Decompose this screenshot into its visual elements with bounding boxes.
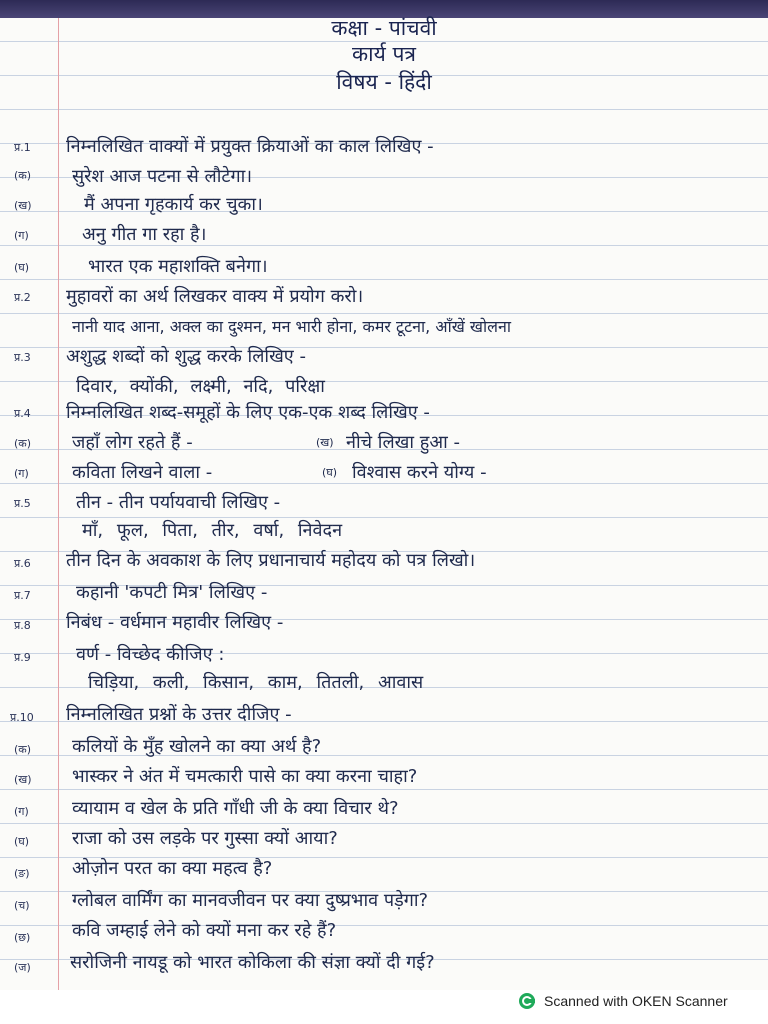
item-marker: (क) xyxy=(14,437,32,450)
item-marker: (ख) xyxy=(316,436,334,449)
question-title: तीन दिन के अवकाश के लिए प्रधानाचार्य महोदय को पत्र लिखो। xyxy=(66,550,476,571)
question-title: तीन - तीन पर्यायवाची लिखिए - xyxy=(76,492,281,513)
item-marker: (ख) xyxy=(14,773,32,786)
item-marker: (ङ) xyxy=(14,867,30,880)
question-title: निम्नलिखित वाक्यों में प्रयुक्त क्रियाओं का काल लिखिए - xyxy=(66,136,434,157)
list-item: जहाँ लोग रहते हैं - xyxy=(72,432,193,453)
item-marker: (छ) xyxy=(14,931,31,944)
question-title: मुहावरों का अर्थ लिखकर वाक्य में प्रयोग करो। xyxy=(66,286,364,307)
scanner-text: Scanned with OKEN Scanner xyxy=(544,993,728,1009)
question-number: प्र.7 xyxy=(14,589,31,602)
word-list: दिवार, क्योंकी, लक्ष्मी, नदि, परिक्षा xyxy=(76,376,325,397)
class-heading: कक्षा - पांचवी xyxy=(331,16,437,40)
question-number: प्र.10 xyxy=(10,711,34,724)
item-marker: (ग) xyxy=(14,805,29,818)
list-item: कविता लिखने वाला - xyxy=(72,462,213,483)
question-title: कहानी 'कपटी मित्र' लिखिए - xyxy=(76,582,268,603)
list-item: विश्वास करने योग्य - xyxy=(352,462,487,483)
word-list: माँ, फूल, पिता, तीर, वर्षा, निवेदन xyxy=(82,520,343,541)
item-marker: (ज) xyxy=(14,961,31,974)
idiom-list: नानी याद आना, अक्ल का दुश्मन, मन भारी होना, कमर टूटना, आँखें खोलना xyxy=(72,317,511,336)
list-item: कवि जम्हाई लेने को क्यों मना कर रहे हैं? xyxy=(72,920,337,941)
question-number: प्र.8 xyxy=(14,619,31,632)
item-marker: (च) xyxy=(14,899,30,912)
list-item: ग्लोबल वार्मिंग का मानवजीवन पर क्या दुष्प्रभाव पड़ेगा? xyxy=(72,890,429,911)
list-item: सरोजिनी नायडू को भारत कोकिला की संज्ञा क्यों दी गई? xyxy=(70,952,435,973)
item-marker: (ख) xyxy=(14,199,32,212)
question-number: प्र.5 xyxy=(14,497,31,510)
item-marker: (क) xyxy=(14,169,32,182)
list-item: भास्कर ने अंत में चमत्कारी पासे का क्या करना चाहा? xyxy=(72,766,418,787)
list-item: राजा को उस लड़के पर गुस्सा क्यों आया? xyxy=(72,828,338,849)
list-item: नीचे लिखा हुआ - xyxy=(346,432,460,453)
worksheet-heading: कार्य पत्र xyxy=(352,42,416,66)
question-number: प्र.1 xyxy=(14,141,31,154)
list-item: भारत एक महाशक्ति बनेगा। xyxy=(88,256,268,277)
question-title: अशुद्ध शब्दों को शुद्ध करके लिखिए - xyxy=(66,346,306,367)
item-marker: (घ) xyxy=(14,261,30,274)
question-number: प्र.4 xyxy=(14,407,31,420)
question-title: वर्ण - विच्छेद कीजिए : xyxy=(76,644,225,665)
item-marker: (ग) xyxy=(14,229,29,242)
item-marker: (क) xyxy=(14,743,32,756)
question-title: निबंध - वर्धमान महावीर लिखिए - xyxy=(66,612,284,633)
list-item: कलियों के मुँह खोलने का क्या अर्थ है? xyxy=(72,736,322,757)
list-item: मैं अपना गृहकार्य कर चुका। xyxy=(84,194,263,215)
word-list: चिड़िया, कली, किसान, काम, तितली, आवास xyxy=(88,672,424,693)
list-item: व्यायाम व खेल के प्रति गाँधी जी के क्या विचार थे? xyxy=(72,798,399,819)
scanner-watermark xyxy=(518,990,768,1012)
item-marker: (घ) xyxy=(14,835,30,848)
list-item: अनु गीत गा रहा है। xyxy=(82,224,207,245)
list-item: सुरेश आज पटना से लौटेगा। xyxy=(72,166,253,187)
item-marker: (घ) xyxy=(322,466,338,479)
question-number: प्र.2 xyxy=(14,291,31,304)
question-title: निम्नलिखित शब्द-समूहों के लिए एक-एक शब्द लिखिए - xyxy=(66,402,430,423)
question-title: निम्नलिखित प्रश्नों के उत्तर दीजिए - xyxy=(66,704,292,725)
item-marker: (ग) xyxy=(14,467,29,480)
question-number: प्र.9 xyxy=(14,651,31,664)
list-item: ओज़ोन परत का क्या महत्व है? xyxy=(72,858,273,879)
subject-heading: विषय - हिंदी xyxy=(336,70,432,94)
question-number: प्र.3 xyxy=(14,351,31,364)
scanner-logo-icon xyxy=(518,992,536,1010)
question-number: प्र.6 xyxy=(14,557,31,570)
margin-line xyxy=(58,18,59,990)
